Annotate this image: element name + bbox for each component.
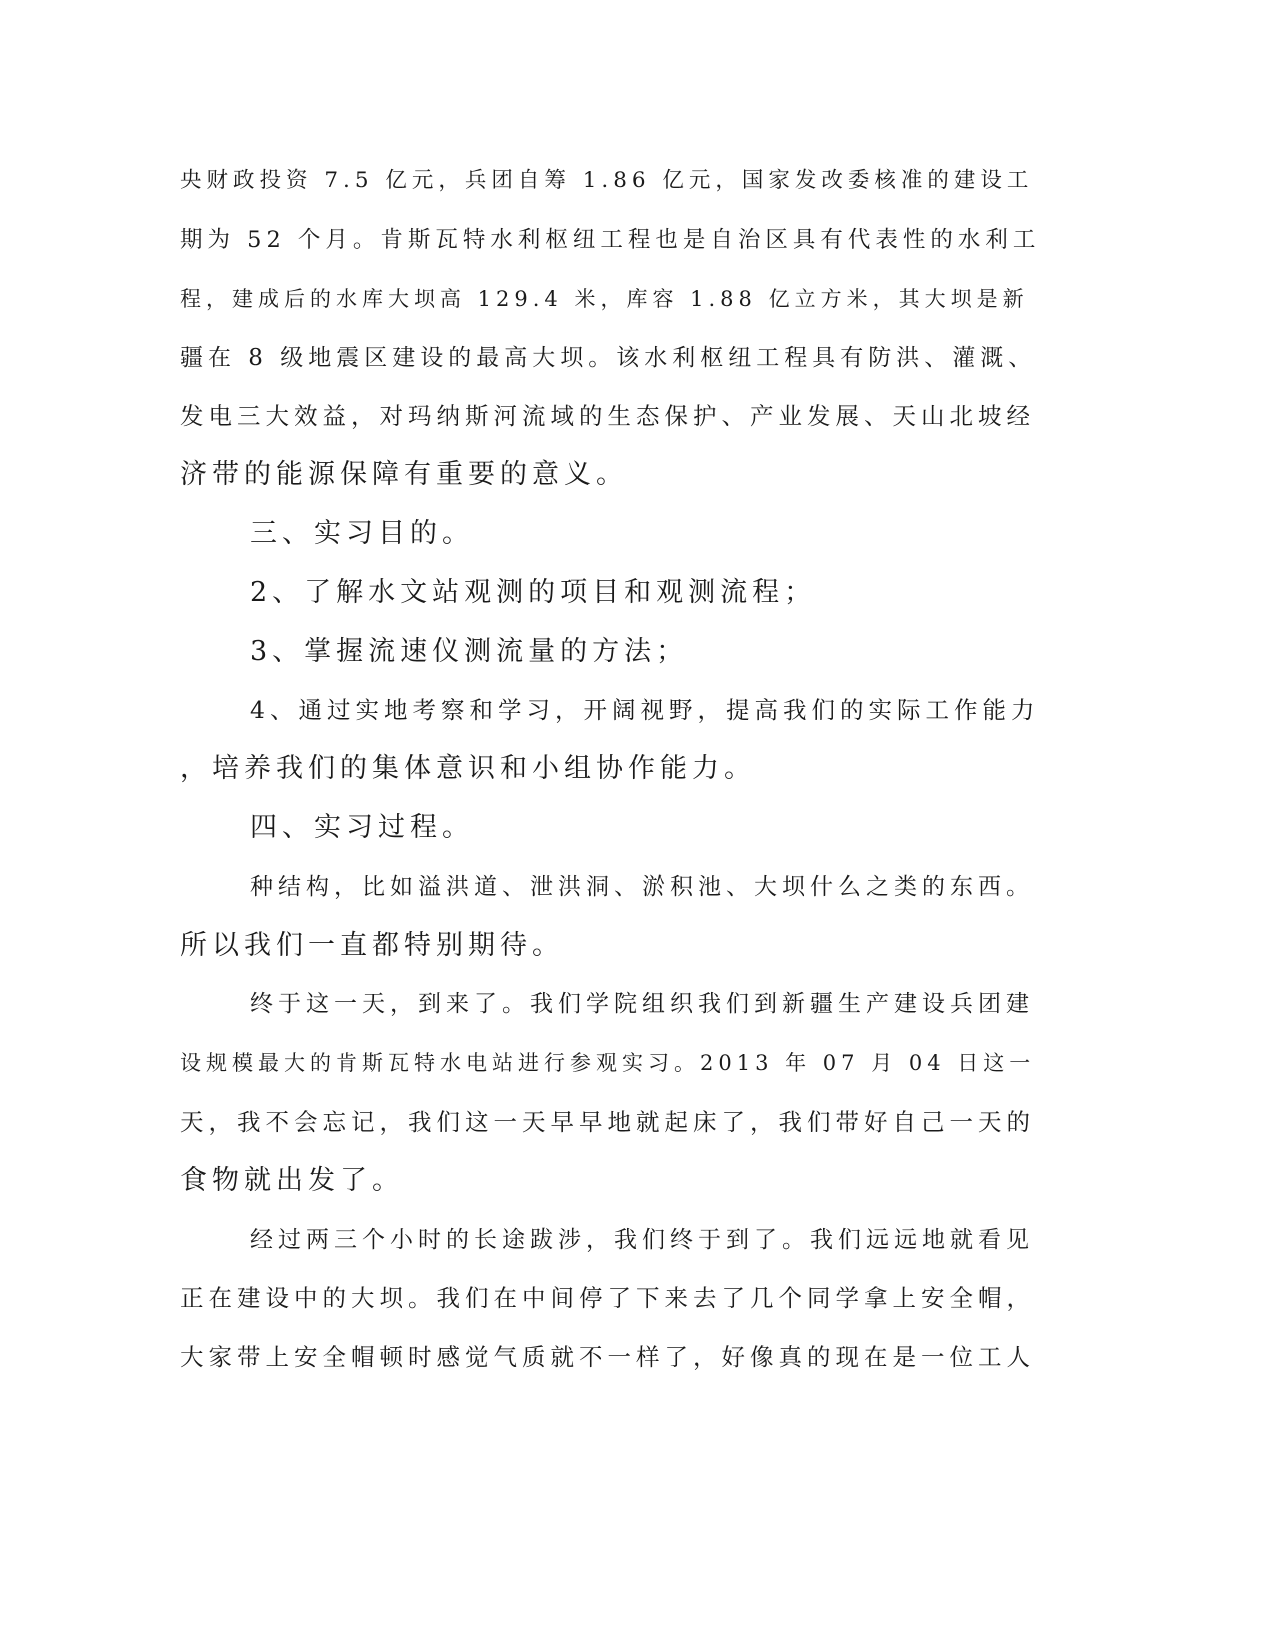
text-line: 发电三大效益，对玛纳斯河流域的生态保护、产业发展、天山北坡经 — [180, 402, 1035, 430]
text-line: 所以我们一直都特别期待。 — [180, 930, 564, 961]
text-line: 食物就出发了。 — [180, 1165, 404, 1196]
text-line: 种结构，比如溢洪道、泄洪洞、淤积池、大坝什么之类的东西。 — [250, 874, 1034, 900]
text-line: 大家带上安全帽顿时感觉气质就不一样了，好像真的现在是一位工人 — [180, 1343, 1035, 1371]
list-item: 3、掌握流速仪测流量的方法； — [250, 636, 689, 667]
text-line: 经过两三个小时的长途跋涉，我们终于到了。我们远远地就看见 — [250, 1227, 1034, 1253]
text-line: 疆在 8 级地震区建设的最高大坝。该水利枢纽工程具有防洪、灌溉、 — [180, 345, 1037, 371]
text-line: 期为 52 个月。肯斯瓦特水利枢纽工程也是自治区具有代表性的水利工 — [180, 227, 1041, 253]
text-line: 正在建设中的大坝。我们在中间停了下来去了几个同学拿上安全帽， — [180, 1284, 1035, 1312]
text-line: 天，我不会忘记，我们这一天早早地就起床了，我们带好自己一天的 — [180, 1108, 1035, 1136]
list-item: 2、了解水文站观测的项目和观测流程； — [250, 577, 817, 608]
section-heading: 三、实习目的。 — [250, 518, 474, 549]
text-line: 设规模最大的肯斯瓦特水电站进行参观实习。2013 年 07 月 04 日这一 — [180, 1051, 1036, 1075]
list-item: 4、通过实地考察和学习，开阔视野，提高我们的实际工作能力 — [250, 696, 1040, 724]
section-heading: 四、实习过程。 — [250, 812, 474, 843]
text-line: 程，建成后的水库大坝高 129.4 米，库容 1.88 亿立方米，其大坝是新 — [180, 287, 1029, 311]
text-line: 终于这一天，到来了。我们学院组织我们到新疆生产建设兵团建 — [250, 991, 1034, 1017]
text-line: 济带的能源保障有重要的意义。 — [180, 459, 628, 490]
text-line: 央财政投资 7.5 亿元，兵团自筹 1.86 亿元，国家发改委核准的建设工 — [180, 168, 1034, 193]
text-line: ，培养我们的集体意识和小组协作能力。 — [180, 753, 756, 784]
